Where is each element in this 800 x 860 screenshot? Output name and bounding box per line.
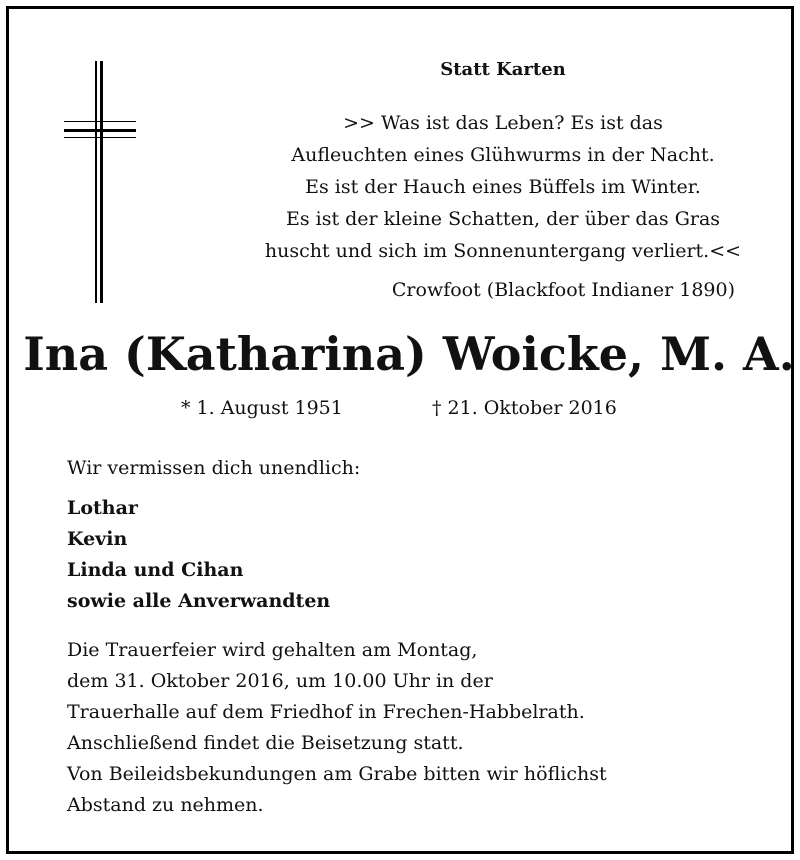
poem-line: Es ist der kleine Schatten, der über das Gras [285,208,721,230]
service-line: Abstand zu nehmen. [67,794,264,816]
service-details [67,635,607,821]
service-line: Anschließend findet die Beisetzung statt. [67,732,464,754]
service-line: Von Beileidsbekundungen am Grabe bitten wir höflichst [67,763,607,785]
service-line: Die Trauerfeier wird gehalten am Montag, [67,639,478,661]
poem-line: Aufleuchten eines Glühwurms in der Nacht. [291,144,715,166]
service-line: Trauerhalle auf dem Friedhof in Frechen-Habbelrath. [67,701,585,723]
death-date: † 21. Oktober 2016 [432,397,617,419]
mourners-list [67,493,330,617]
obituary-notice [6,6,794,854]
birth-date: * 1. August 1951 [181,397,343,419]
deceased-name: Ina (Katharina) Woicke, M. A. [23,327,795,381]
poem-author: Crowfoot (Blackfoot Indianer 1890) [391,279,735,301]
service-line: dem 31. Oktober 2016, um 10.00 Uhr in der [67,670,493,692]
mourners-intro: Wir vermissen dich unendlich: [67,457,361,479]
mourner-name: Lothar [67,497,138,519]
poem-line: Es ist der Hauch eines Büffels im Winter. [305,176,701,198]
mourner-name: Kevin [67,528,128,550]
mourner-name: sowie alle Anverwandten [67,590,331,612]
poem-quote [239,107,767,267]
poem-line: huscht und sich im Sonnenuntergang verliert.<< [264,240,742,262]
cross-icon [64,61,136,303]
mourner-name: Linda und Cihan [67,559,244,581]
statt-karten-heading: Statt Karten [440,59,566,80]
poem-line: >> Was ist das Leben? Es ist das [343,112,663,134]
